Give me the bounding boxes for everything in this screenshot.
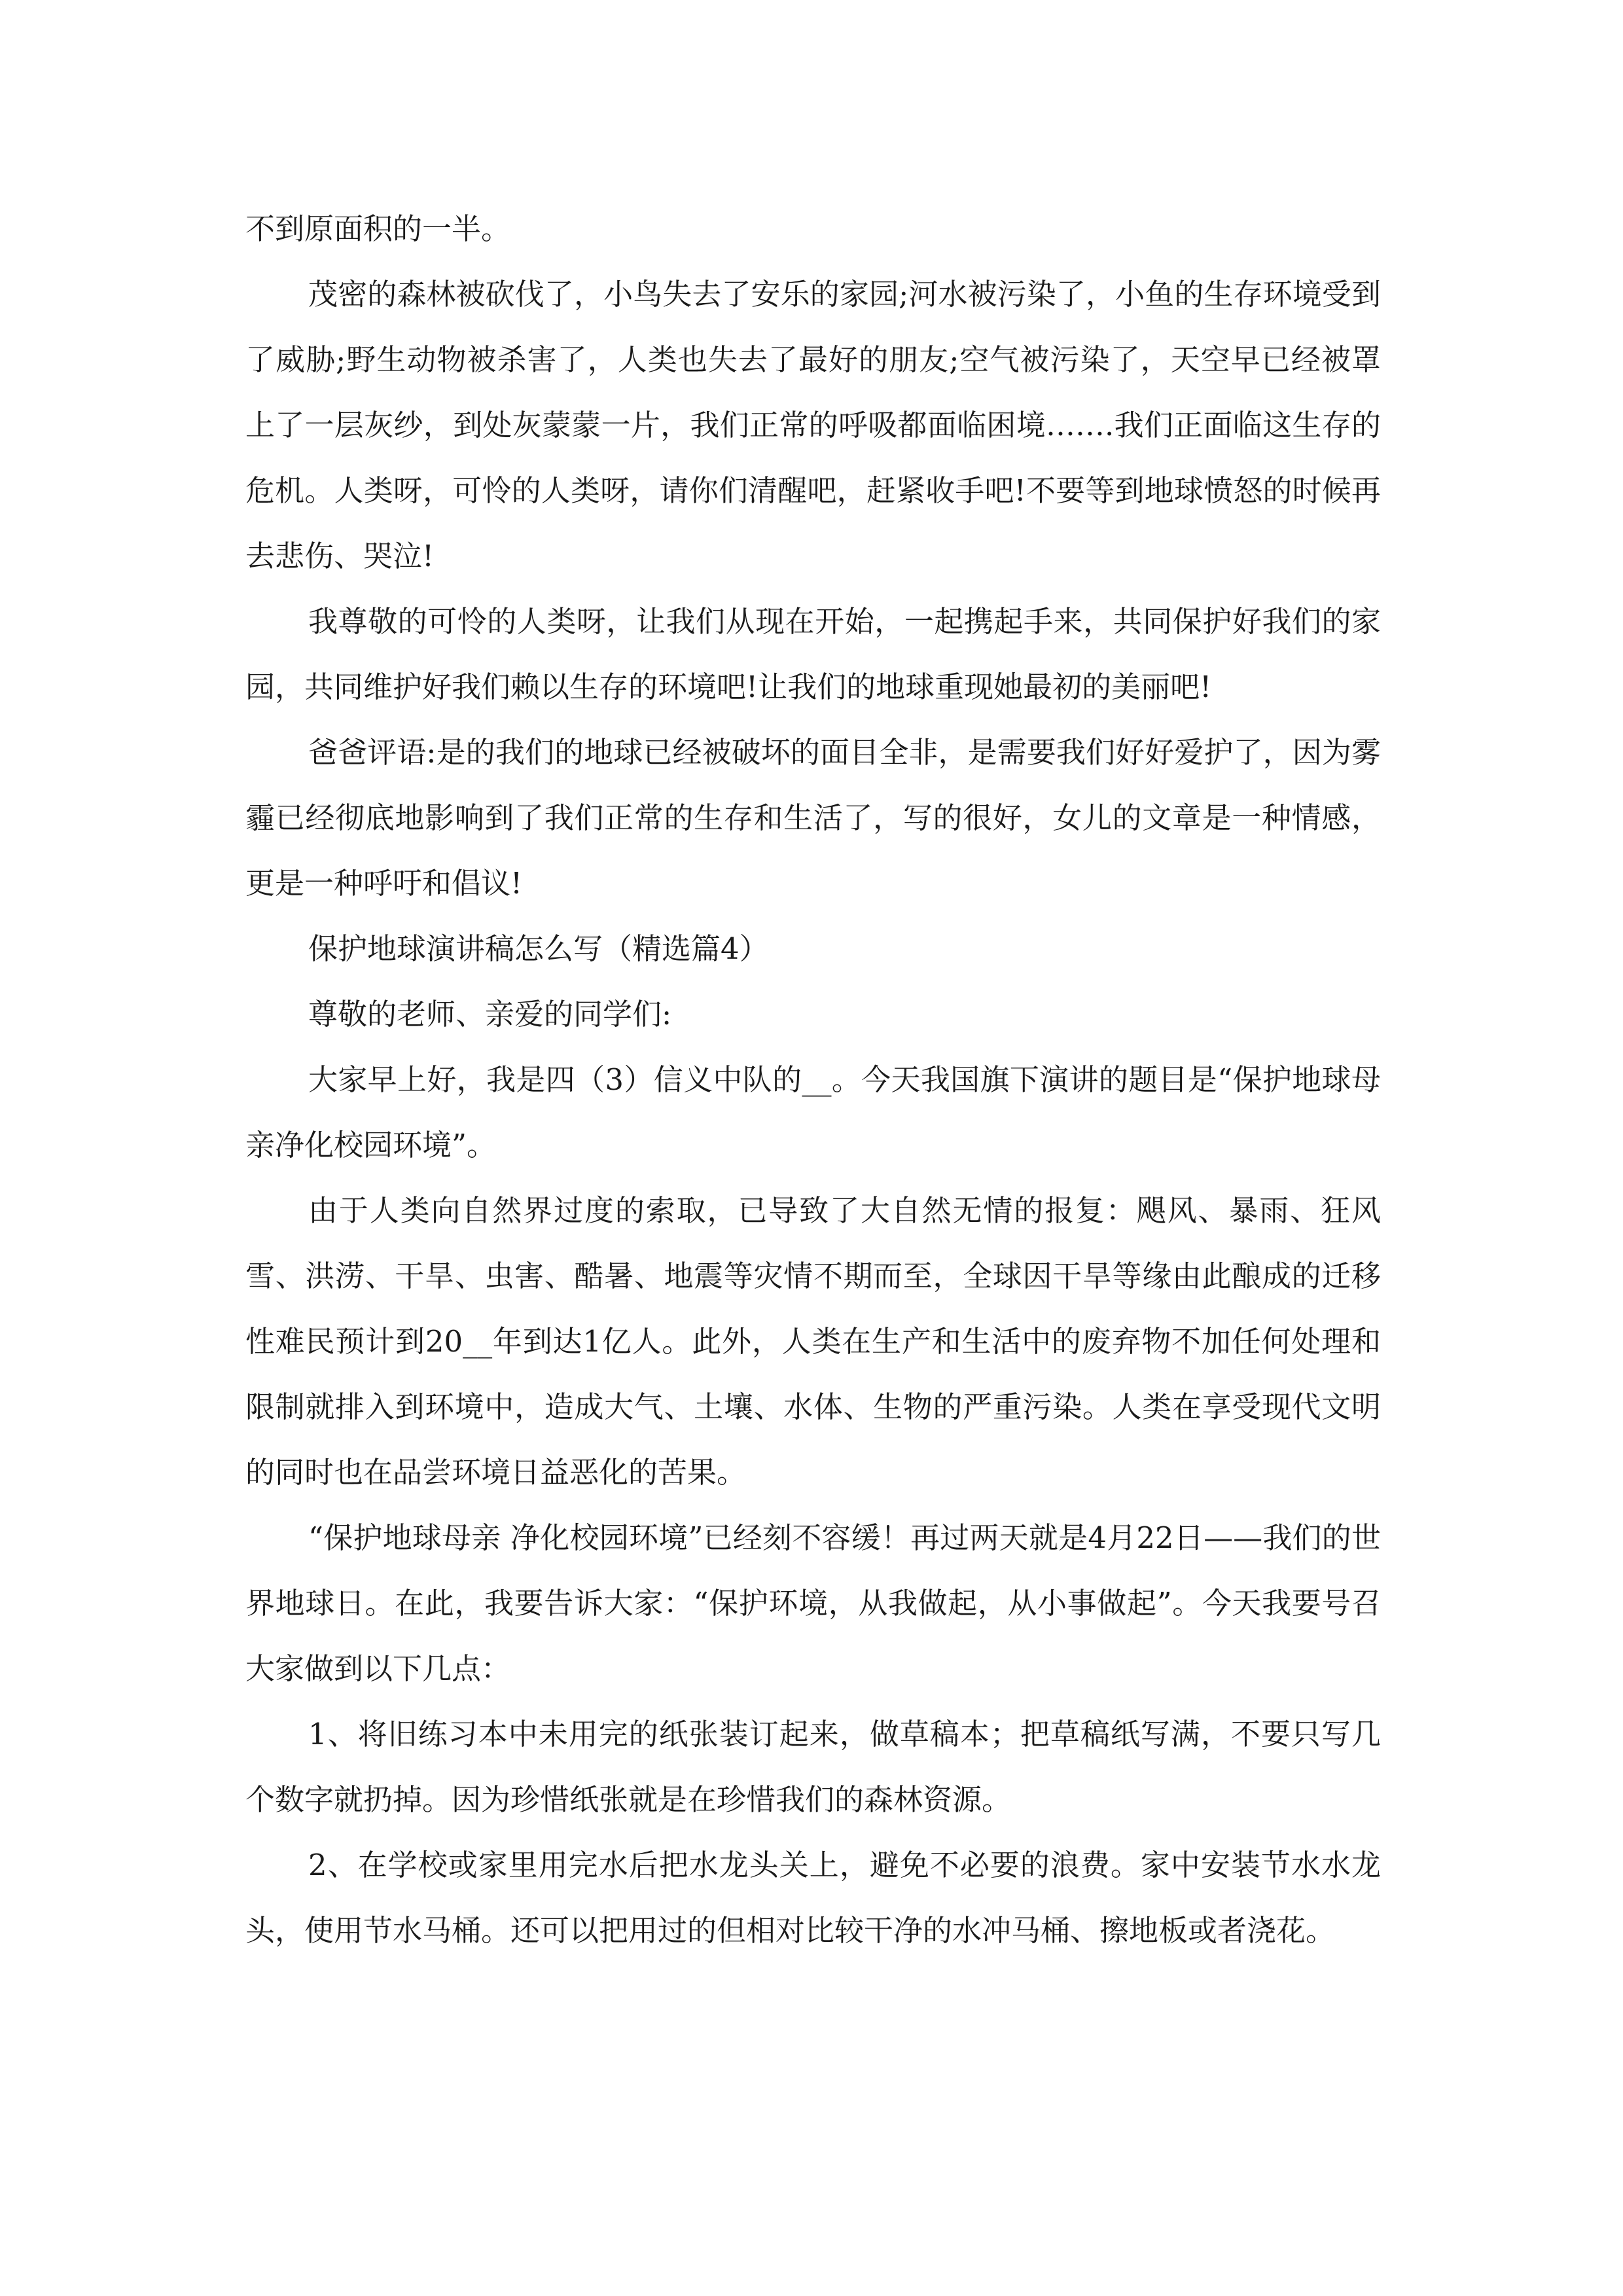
list-item-2: 2、在学校或家里用完水后把水龙头关上，避免不必要的浪费。家中安装节水水龙头，使用节水马桶。还可以把用过的但相对比较干净的水冲马桶、擦地板或者浇花。 bbox=[245, 1848, 1381, 1948]
salutation: 尊敬的老师、亲爱的同学们: bbox=[308, 997, 672, 1031]
paragraph-1: 不到原面积的一半。 bbox=[245, 211, 511, 246]
list-item-1: 1、将旧练习本中未用完的纸张装订起来，做草稿本；把草稿纸写满，不要只写几个数字就扔掉。因为珍惜纸张就是在珍惜我们的森林资源。 bbox=[245, 1717, 1381, 1817]
paragraph-3: 我尊敬的可怜的人类呀，让我们从现在开始，一起携起手来，共同保护好我们的家园，共同维护好我们赖以生存的环境吧!让我们的地球重现她最初的美丽吧! bbox=[245, 604, 1381, 704]
paragraph-8: 由于人类向自然界过度的索取，已导致了大自然无情的报复：飓风、暴雨、狂风雪、洪涝、干旱、虫害、酷暑、地震等灾情不期而至，全球因干旱等缘由此酿成的迁移性难民预计到20__年到达1亿人。此外，人类在生产和生活中的废弃物不加任何处理和限制就排入到环境中，造成大气、土壤、水体、生物的严重污染。人类在享受现代文明的同时也在品尝环境日益恶化的苦果。 bbox=[245, 1193, 1381, 1490]
paragraph-4: 爸爸评语:是的我们的地球已经被破坏的面目全非，是需要我们好好爱护了，因为雾霾已经彻底地影响到了我们正常的生存和生活了，写的很好，女儿的文章是一种情感，更是一种呼吁和倡议! bbox=[245, 735, 1381, 901]
paragraph-2: 茂密的森林被砍伐了，小鸟失去了安乐的家园;河水被污染了，小鱼的生存环境受到了威胁;野生动物被杀害了，人类也失去了最好的朋友;空气被污染了，天空早已经被罩上了一层灰纱，到处灰蒙蒙一片，我们正常的呼吸都面临困境…….我们正面临这生存的危机。人类呀，可怜的人类呀，请你们清醒吧，赶紧收手吧!不要等到地球愤怒的时候再去悲伤、哭泣! bbox=[245, 277, 1381, 573]
paragraph-7: 大家早上好，我是四（3）信义中队的__。今天我国旗下演讲的题目是“保护地球母亲净化校园环境”。 bbox=[245, 1062, 1381, 1162]
paragraph-9: “保护地球母亲 净化校园环境”已经刻不容缓！再过两天就是4月22日——我们的世界地球日。在此，我要告诉大家：“保护环境，从我做起，从小事做起”。今天我要号召大家做到以下几点： bbox=[245, 1520, 1381, 1686]
article-body bbox=[245, 196, 1381, 1964]
section-heading: 保护地球演讲稿怎么写（精选篇4） bbox=[308, 931, 769, 966]
